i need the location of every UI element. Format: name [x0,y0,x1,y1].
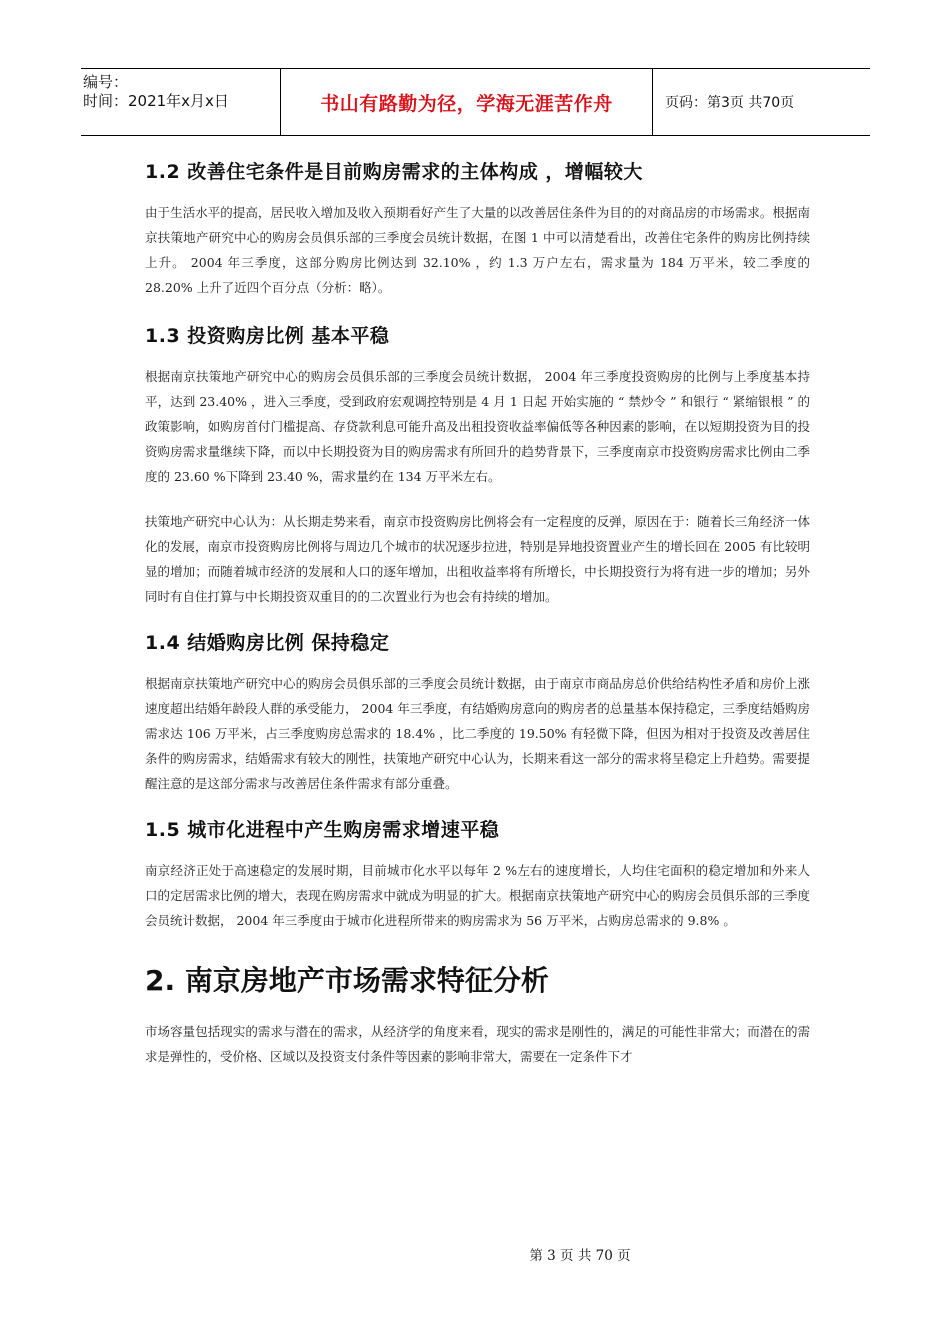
header-meta [81,69,281,135]
section-heading: 1.2 改善住宅条件是目前购房需求的主体构成 ，增幅较大 [145,161,643,183]
header-motto: 书山有路勤为径，学海无涯苦作舟 [320,92,613,115]
paragraph: 扶策地产研究中心认为：从长期走势来看，南京市投资购房比例将会有一定程度的反弹，原因在于：随着长三角经济一体化的发展，南京市投资购房比例将与周边几个城市的状况逐步拉进，特别是异地投资置业产生的增长回在 2005 有比较明显的增加；而随着城市经济的发展和人口的逐年增加，出租收益率将有所增长，中长期投资行为将有进一步的增加；另外同时有自住打算与中长期投资双重目的的二次置业行为也会有持续的增加。 [145,514,810,604]
paragraph: 根据南京扶策地产研究中心的购房会员俱乐部的三季度会员统计数据， 2004 年三季度投资购房的比例与上季度基本持平，达到 23.40% ，进入三季度，受到政府宏观调控特别是 4 月 1 日起 开始实施的 “ 禁炒令 ” 和银行 “ 紧缩银根 ” 的政策影响，如购房首付门槛提高、存贷款利息可能升高及出租投资收益率偏低等各种因素的影响，在以短期投资为目的投资购房需求量继续下降，而以中长期投资为目的购房需求有所回升的趋势背景下，三季度南京市投资购房需求比例由二季度的 23.60 %下降到 23.40 %，需求量约在 134 万平米左右。 [145,369,810,484]
section-heading: 1.4 结婚购房比例 保持稳定 [145,632,390,654]
section-2 [145,951,810,1069]
section-1-5 [145,808,810,933]
page-header [81,68,870,136]
paragraph: 南京经济正处于高速稳定的发展时期，目前城市化水平以每年 2 %左右的速度增长，人均住宅面积的稳定增加和外来人口的定居需求比例的增大，表现在购房需求中就成为明显的扩大。根据南京扶策地产研究中心的购房会员俱乐部的三季度会员统计数据， 2004 年三季度由于城市化进程所带来的购房需求为 56 万平米，占购房总需求的 9.8% 。 [145,863,810,928]
main-section-heading: 2. 南京房地产市场需求特征分析 [145,964,549,997]
header-page-info: 页码：第3页 共70页 [665,95,795,111]
header-motto-cell [281,69,653,135]
paragraph: 由于生活水平的提高，居民收入增加及收入预期看好产生了大量的以改善居住条件为目的的对商品房的市场需求。根据南京扶策地产研究中心的购房会员俱乐部的三季度会员统计数据，在图 1 中可以清楚看出，改善住宅条件的购房比例持续上升。 2004 年三季度，这部分购房比例达到 32.10% ，约 1.3 万户左右，需求量为 184 万平米，较二季度的 28.20% 上升了近四个百分点（分析：略）。 [145,205,810,295]
section-1-4 [145,621,810,796]
paragraph: 市场容量包括现实的需求与潜在的需求，从经济学的角度来看，现实的需求是刚性的，满足的可能性非常大；而潜在的需求是弹性的，受价格、区域以及投资支付条件等因素的影响非常大，需要在一定条件下才 [145,1024,810,1064]
section-heading: 1.3 投资购房比例 基本平稳 [145,325,390,347]
document-number-label: 编号： [83,73,129,91]
paragraph: 根据南京扶策地产研究中心的购房会员俱乐部的三季度会员统计数据，由于南京市商品房总价供给结构性矛盾和房价上涨速度超出结婚年龄段人群的承受能力， 2004 年三季度，有结婚购房意向的购房者的总量基本保持稳定，三季度结婚购房需求达 106 万平米，占三季度购房总需求的 18.4% ，比二季度的 19.50% 有轻微下降，但因为相对于投资及改善居住条件的购房需求，结婚需求有较大的刚性，扶策地产研究中心认为，长期来看这一部分的需求将呈稳定上升趋势。需要提醒注意的是这部分需求与改善居住条件需求有部分重叠。 [145,676,810,791]
section-1-2 [145,150,810,300]
document-body [145,150,810,1069]
page-footer: 第 3 页 共 70 页 [529,1248,631,1264]
section-1-3 [145,314,810,609]
section-heading: 1.5 城市化进程中产生购房需求增速平稳 [145,819,500,841]
document-date-label: 时间：2021年x月x日 [83,92,229,110]
